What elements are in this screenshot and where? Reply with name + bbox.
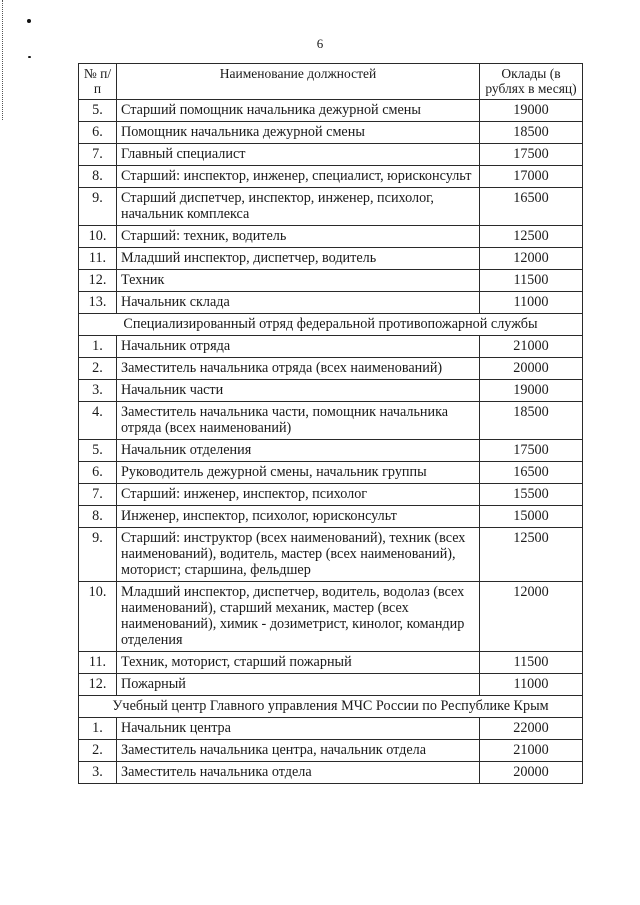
position-name: Старший: инспектор, инженер, специалист, юрисконсульт <box>117 166 480 188</box>
position-name: Младший инспектор, диспетчер, водитель <box>117 248 480 270</box>
salary-value: 12000 <box>480 582 583 652</box>
position-name: Заместитель начальника центра, начальник отдела <box>117 740 480 762</box>
table-row <box>79 484 583 506</box>
table-row <box>79 506 583 528</box>
scan-dot-bottom <box>28 56 31 58</box>
position-name: Заместитель начальника части, помощник начальника отряда (всех наименований) <box>117 402 480 440</box>
table-row <box>79 166 583 188</box>
row-number: 9. <box>79 528 117 582</box>
position-name: Начальник склада <box>117 292 480 314</box>
header-salary: Оклады (в рублях в месяц) <box>480 64 583 100</box>
table-row <box>79 652 583 674</box>
row-number: 7. <box>79 484 117 506</box>
salary-value: 17000 <box>480 166 583 188</box>
row-number: 1. <box>79 718 117 740</box>
table-row <box>79 248 583 270</box>
salary-value: 11000 <box>480 674 583 696</box>
table-header-row <box>79 64 583 100</box>
row-number: 10. <box>79 226 117 248</box>
salary-value: 12500 <box>480 528 583 582</box>
table-row <box>79 270 583 292</box>
position-name: Старший: инструктор (всех наименований), техник (всех наименований), водитель, мастер (всех наименований), моторист; старшина, фельдшер <box>117 528 480 582</box>
table-row <box>79 718 583 740</box>
section-row-training-center <box>79 696 583 718</box>
position-name: Старший: инженер, инспектор, психолог <box>117 484 480 506</box>
salary-value: 21000 <box>480 336 583 358</box>
position-name: Инженер, инспектор, психолог, юрисконсульт <box>117 506 480 528</box>
salary-value: 18500 <box>480 402 583 440</box>
table-row <box>79 336 583 358</box>
table-row <box>79 226 583 248</box>
binding-edge-marks <box>0 0 10 905</box>
row-number: 11. <box>79 248 117 270</box>
salary-value: 12500 <box>480 226 583 248</box>
position-name: Техник, моторист, старший пожарный <box>117 652 480 674</box>
position-name: Главный специалист <box>117 144 480 166</box>
table-row <box>79 462 583 484</box>
position-name: Старший помощник начальника дежурной смены <box>117 100 480 122</box>
group-3-rows <box>79 718 583 784</box>
table-row <box>79 122 583 144</box>
position-name: Начальник отряда <box>117 336 480 358</box>
row-number: 13. <box>79 292 117 314</box>
row-number: 5. <box>79 100 117 122</box>
salary-value: 15000 <box>480 506 583 528</box>
row-number: 4. <box>79 402 117 440</box>
position-name: Заместитель начальника отряда (всех наименований) <box>117 358 480 380</box>
salary-value: 18500 <box>480 122 583 144</box>
salary-table <box>78 63 583 784</box>
table-row <box>79 440 583 462</box>
salary-value: 16500 <box>480 462 583 484</box>
header-num: № п/п <box>79 64 117 100</box>
position-name: Пожарный <box>117 674 480 696</box>
row-number: 9. <box>79 188 117 226</box>
row-number: 12. <box>79 270 117 292</box>
table-row <box>79 528 583 582</box>
page-number: 6 <box>316 36 324 51</box>
salary-value: 17500 <box>480 144 583 166</box>
table-row <box>79 762 583 784</box>
group-2-rows <box>79 336 583 696</box>
salary-value: 19000 <box>480 380 583 402</box>
salary-value: 22000 <box>480 718 583 740</box>
position-name: Начальник части <box>117 380 480 402</box>
salary-value: 11000 <box>480 292 583 314</box>
table-row <box>79 144 583 166</box>
table-row <box>79 674 583 696</box>
salary-value: 16500 <box>480 188 583 226</box>
row-number: 6. <box>79 462 117 484</box>
section-row-fire-service <box>79 314 583 336</box>
table-row <box>79 188 583 226</box>
salary-value: 12000 <box>480 248 583 270</box>
position-name: Старший: техник, водитель <box>117 226 480 248</box>
row-number: 3. <box>79 380 117 402</box>
position-name: Старший диспетчер, инспектор, инженер, психолог, начальник комплекса <box>117 188 480 226</box>
table-row <box>79 402 583 440</box>
salary-value: 21000 <box>480 740 583 762</box>
table-row <box>79 740 583 762</box>
salary-value: 19000 <box>480 100 583 122</box>
row-number: 2. <box>79 740 117 762</box>
table-row <box>79 292 583 314</box>
row-number: 1. <box>79 336 117 358</box>
salary-value: 20000 <box>480 762 583 784</box>
row-number: 8. <box>79 166 117 188</box>
salary-value: 15500 <box>480 484 583 506</box>
position-name: Младший инспектор, диспетчер, водитель, водолаз (всех наименований), старший механик, мастер (всех наименований), химик - дозиметрист, кинолог, командир отделения <box>117 582 480 652</box>
row-number: 2. <box>79 358 117 380</box>
position-name: Техник <box>117 270 480 292</box>
row-number: 3. <box>79 762 117 784</box>
group-1-rows <box>79 100 583 314</box>
table-row <box>79 582 583 652</box>
header-position: Наименование должностей <box>117 64 480 100</box>
position-name: Начальник отделения <box>117 440 480 462</box>
salary-value: 11500 <box>480 652 583 674</box>
position-name: Заместитель начальника отдела <box>117 762 480 784</box>
row-number: 12. <box>79 674 117 696</box>
section-title-fire-service: Специализированный отряд федеральной противопожарной службы <box>79 314 583 336</box>
position-name: Руководитель дежурной смены, начальник группы <box>117 462 480 484</box>
row-number: 11. <box>79 652 117 674</box>
position-name: Начальник центра <box>117 718 480 740</box>
section-title-training-center: Учебный центр Главного управления МЧС России по Республике Крым <box>79 696 583 718</box>
table-row <box>79 358 583 380</box>
row-number: 7. <box>79 144 117 166</box>
binding-edge-line <box>2 0 4 120</box>
row-number: 10. <box>79 582 117 652</box>
position-name: Помощник начальника дежурной смены <box>117 122 480 144</box>
table-row <box>79 100 583 122</box>
salary-value: 11500 <box>480 270 583 292</box>
salary-value: 20000 <box>480 358 583 380</box>
row-number: 8. <box>79 506 117 528</box>
scan-dot-top <box>27 19 31 23</box>
row-number: 5. <box>79 440 117 462</box>
row-number: 6. <box>79 122 117 144</box>
table-row <box>79 380 583 402</box>
salary-value: 17500 <box>480 440 583 462</box>
